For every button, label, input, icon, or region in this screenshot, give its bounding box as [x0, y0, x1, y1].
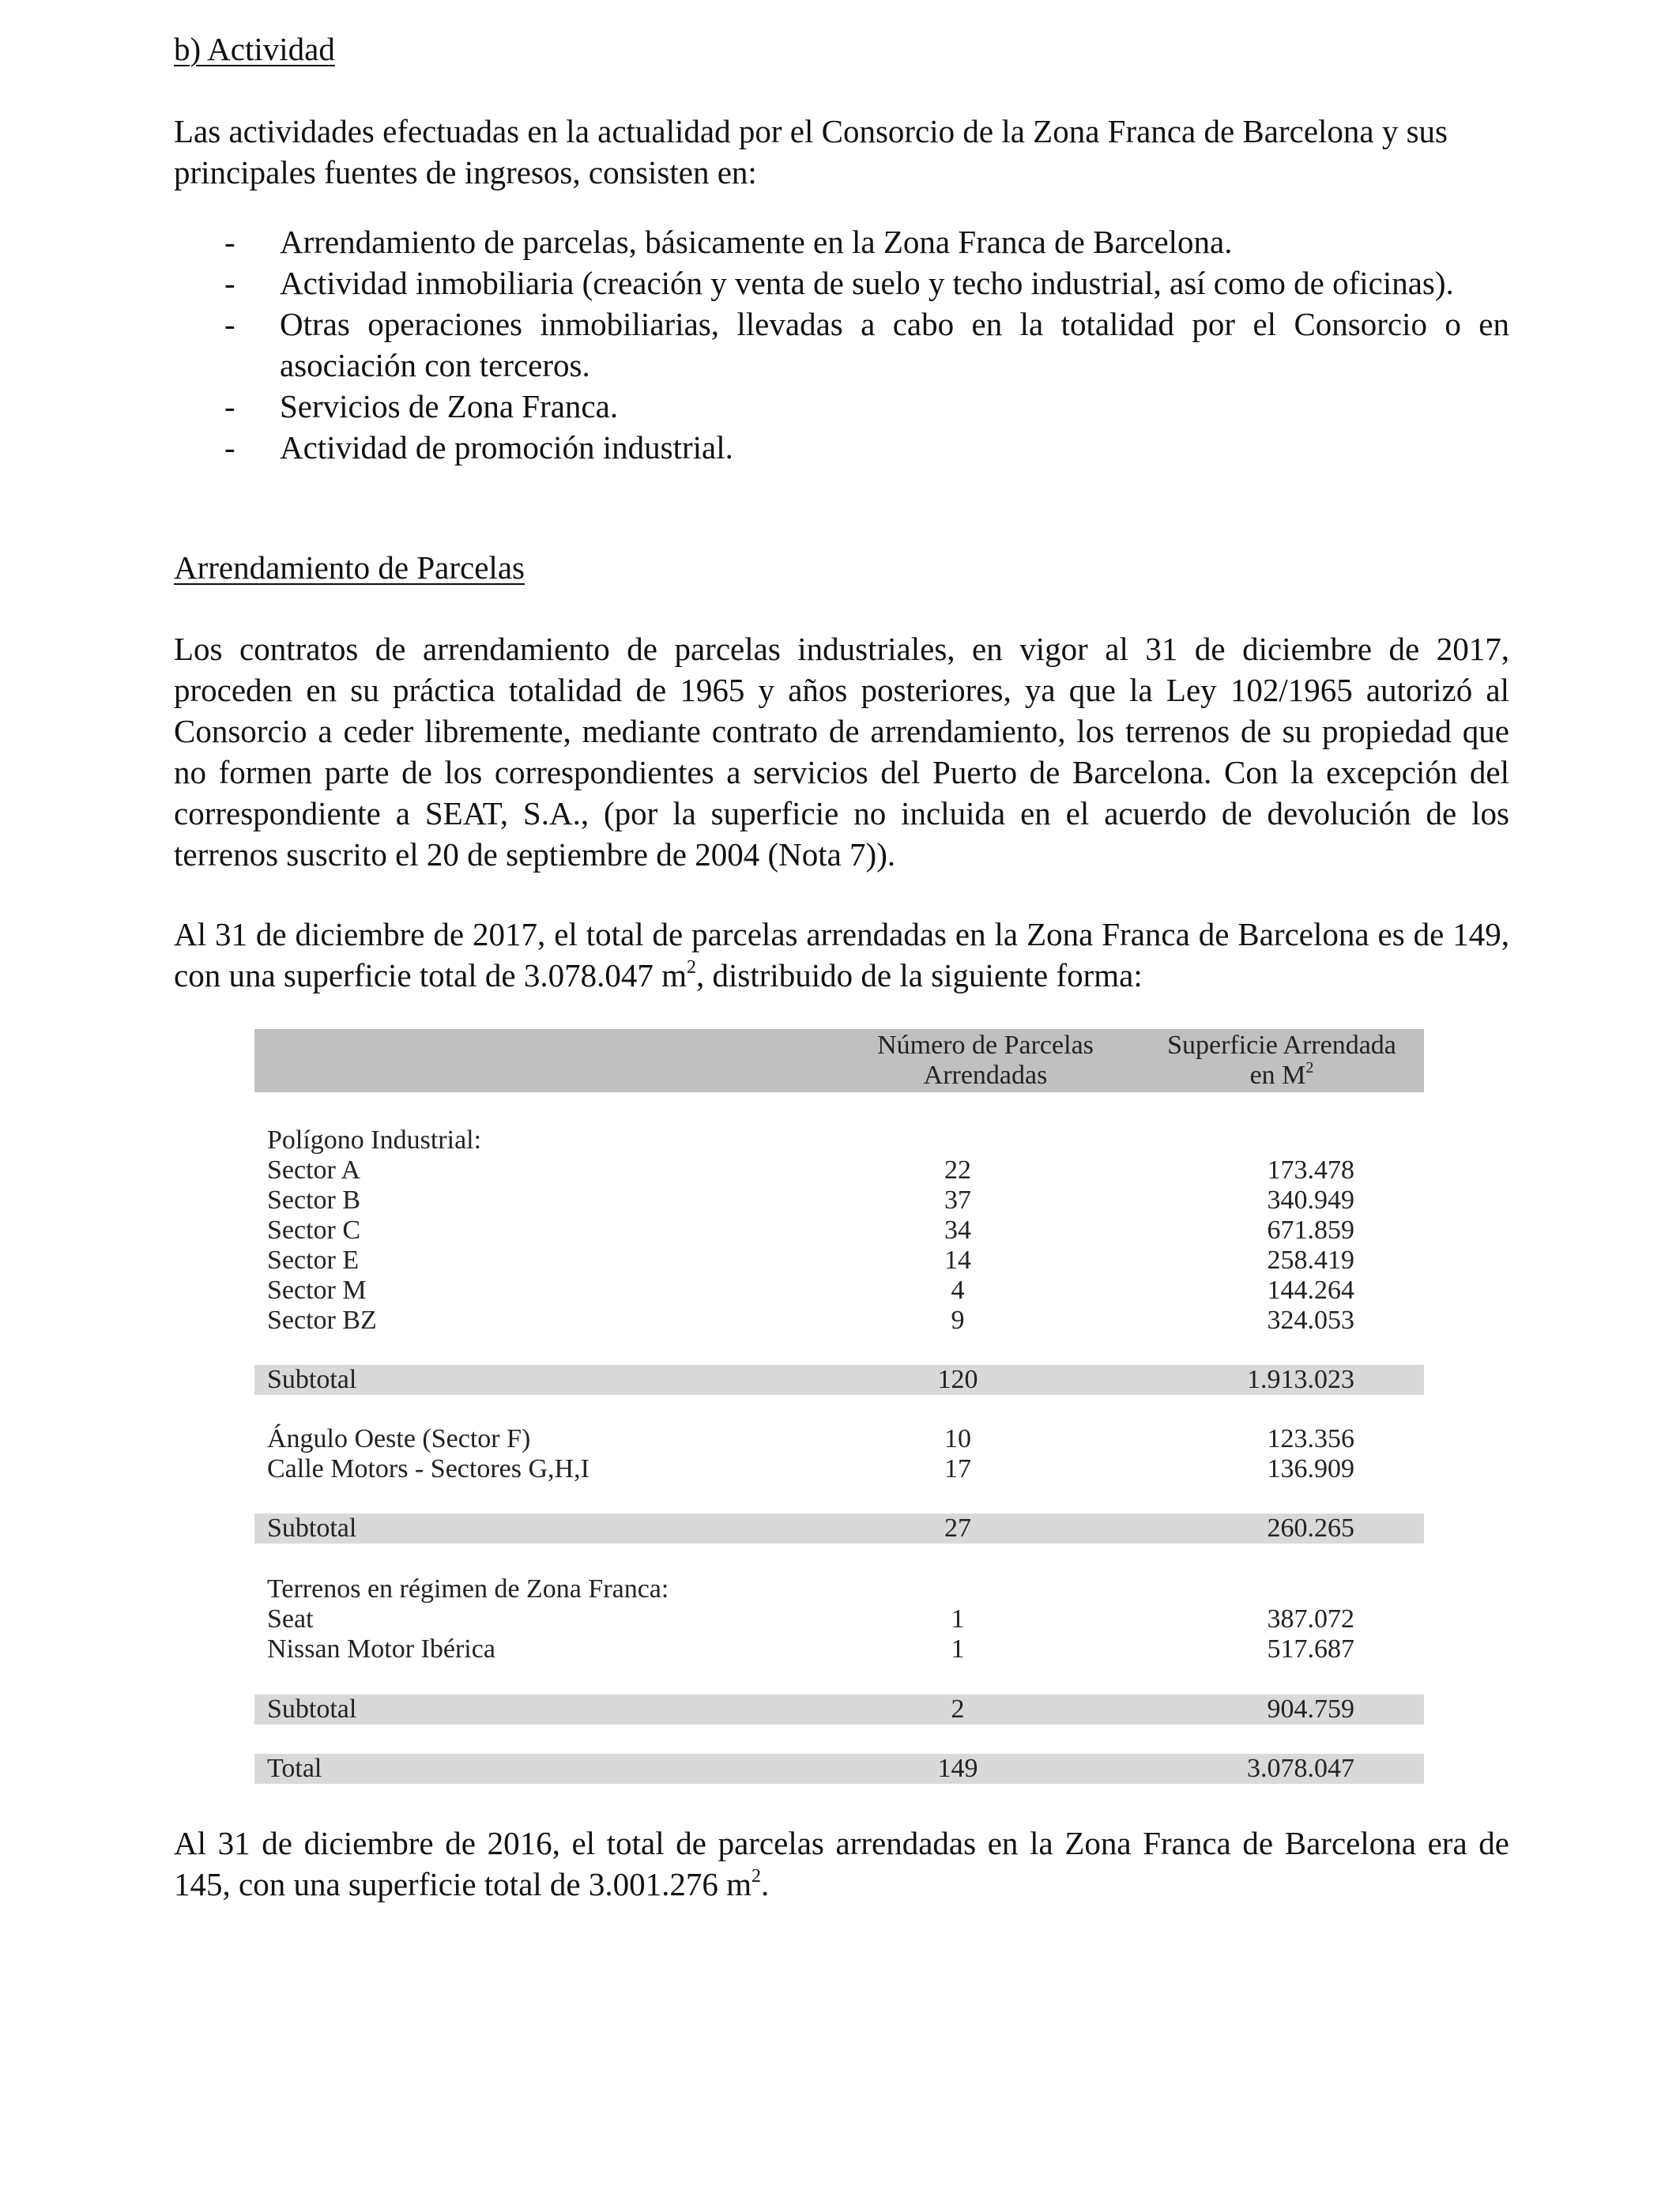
table-row: Sector B 37 340.949 — [267, 1186, 1354, 1215]
list-item: - Otras operaciones inmobiliarias, llevadas a cabo en la totalidad por el Consorcio o en asociación con terceros. — [174, 303, 1509, 386]
subheading: Arrendamiento de Parcelas — [174, 549, 525, 586]
table-row: Sector BZ 9 324.053 — [267, 1306, 1354, 1335]
paragraph-2017: Al 31 de diciembre de 2017, el total de parcelas arrendadas en la Zona Franca de Barcelona es de 149, con una superficie total de 3.078.047 $m^2$, distribuido de la siguiente forma: — [174, 916, 1509, 993]
table-row: Seat 1 387.072 — [267, 1604, 1354, 1634]
list-item: - Actividad de promoción industrial. — [174, 427, 1509, 468]
bullet-dash: - — [224, 224, 235, 260]
table-row: Sector A 22 173.478 — [267, 1155, 1354, 1185]
total-row: Total 149 3.078.047 — [254, 1754, 1424, 1784]
activities-list — [174, 221, 1509, 468]
group-title: Terrenos en régimen de Zona Franca: — [267, 1574, 669, 1604]
subtotal-row: Subtotal 27 260.265 — [254, 1514, 1424, 1544]
table-row: Nissan Motor Ibérica 1 517.687 — [267, 1634, 1354, 1664]
header-area: Superficie Arrendada en $M^2$ — [1167, 1031, 1396, 1090]
list-item: - Arrendamiento de parcelas, básicamente en la Zona Franca de Barcelona. — [174, 221, 1509, 262]
intro-paragraph: Las actividades efectuadas en la actualidad por el Consorcio de la Zona Franca de Barcelona y sus principales fuentes de ingresos, consisten en: — [174, 113, 1448, 190]
table-row: Ángulo Oeste (Sector F) 10 123.356 — [267, 1424, 1354, 1453]
group-title: Polígono Industrial: — [267, 1125, 482, 1155]
table-row: Sector M 4 144.264 — [267, 1276, 1354, 1305]
header-parcels: Número de Parcelas Arrendadas — [877, 1031, 1094, 1090]
list-item: - Servicios de Zona Franca. — [174, 386, 1509, 427]
bullet-dash: - — [224, 388, 235, 424]
table-header — [254, 1029, 1424, 1092]
section-heading: b) Actividad — [174, 31, 335, 67]
table-row: Sector E 14 258.419 — [267, 1246, 1354, 1275]
list-item: - Actividad inmobiliaria (creación y venta de suelo y techo industrial, así como de oficinas). — [174, 262, 1509, 303]
paragraph-2016: Al 31 de diciembre de 2016, el total de parcelas arrendadas en la Zona Franca de Barcelona era de 145, con una superficie total de 3.001.276 $m^2$. — [174, 1825, 1509, 1902]
contracts-paragraph: Los contratos de arrendamiento de parcelas industriales, en vigor al 31 de diciembre de 2017, proceden en su práctica totalidad de 1965 y años posteriores, ya que la Ley 102/1965 autorizó al Consorcio a ceder libremente, mediante contrato de arrendamiento, los terrenos de su propiedad que no formen parte de los correspondientes a servicios del Puerto de Barcelona. Con la excepción del correspondiente a SEAT, S.A., (por la superficie no incluida en el acuerdo de devolución de los terrenos suscrito el 20 de septiembre de 2004 (Nota 7)). — [174, 631, 1509, 873]
bullet-dash: - — [224, 306, 235, 342]
table-row: Sector C 34 671.859 — [267, 1216, 1354, 1245]
subtotal-row: Subtotal 120 1.913.023 — [254, 1365, 1424, 1395]
table-row: Calle Motors - Sectores G,H,I 17 136.909 — [267, 1454, 1354, 1483]
bullet-dash: - — [224, 429, 235, 466]
bullet-dash: - — [224, 265, 235, 301]
subtotal-row: Subtotal 2 904.759 — [254, 1695, 1424, 1725]
